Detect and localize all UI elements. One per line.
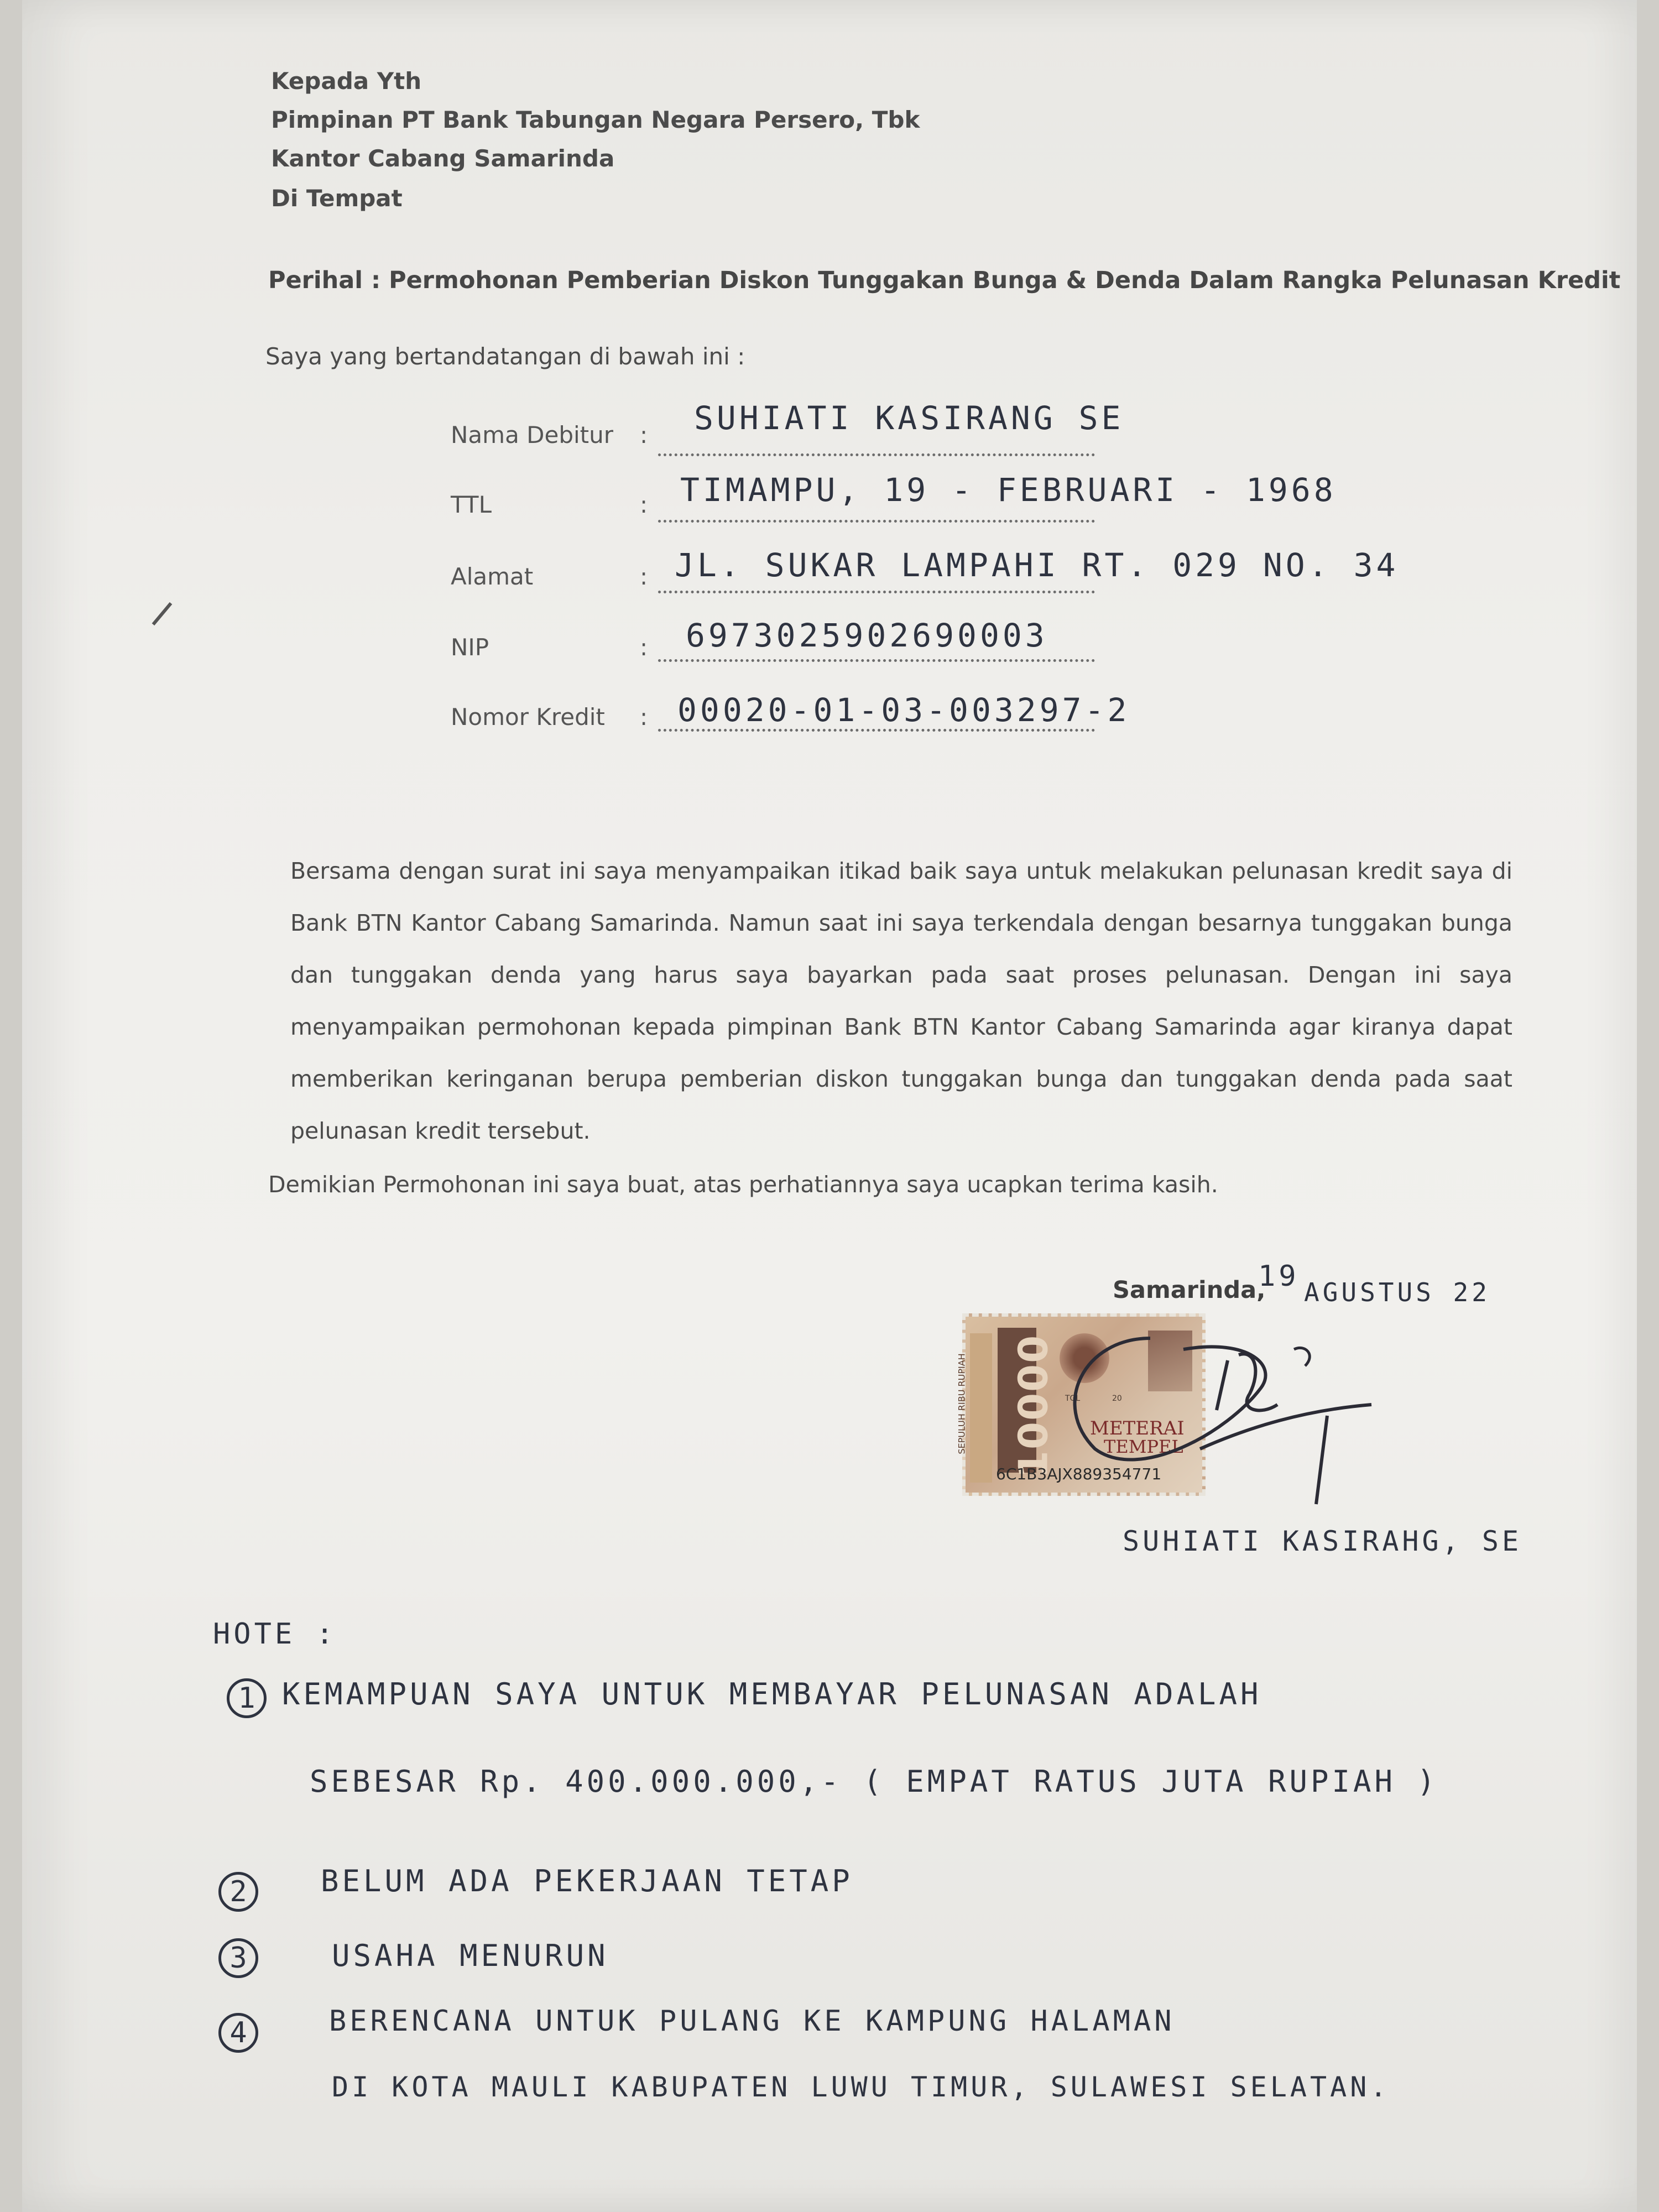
stamp-side-text: SEPULUH RIBU RUPIAH	[956, 1353, 967, 1454]
date-day: 19	[1258, 1260, 1300, 1293]
closing-line: Demikian Permohonan ini saya buat, atas perhatiannya saya ucapkan terima kasih.	[268, 1171, 1218, 1198]
subject-line: Perihal : Permohonan Pemberian Diskon Tunggakan Bunga & Denda Dalam Rangka Pelunasan Kredit	[268, 267, 1621, 294]
field-dotted-line	[658, 659, 1095, 662]
note-number-1: 1	[227, 1678, 267, 1718]
recipient-line-1: Kepada Yth	[271, 67, 422, 95]
field-dotted-line	[658, 729, 1095, 732]
note-line: DI KOTA MAULI KABUPATEN LUWU TIMUR, SULAWESI SELATAN.	[332, 2071, 1390, 2103]
intro-line: Saya yang bertandatangan di bawah ini :	[265, 343, 745, 370]
field-dotted-line	[658, 453, 1095, 456]
note-number-3: 3	[218, 1938, 258, 1978]
stamp-tgl-label: TGL	[1065, 1394, 1081, 1403]
stamp-side-band	[970, 1333, 992, 1483]
date-month-year: AGUSTUS 22	[1304, 1277, 1490, 1307]
field-value-nomor-kredit: 00020-01-03-003297-2	[677, 691, 1130, 729]
field-value-nip: 6973025902690003	[686, 617, 1048, 654]
field-dotted-line	[658, 591, 1095, 593]
note-line: USAHA MENURUN	[332, 1938, 609, 1973]
field-colon: :	[640, 491, 648, 518]
note-number-2: 2	[218, 1872, 258, 1912]
note-number-4: 4	[218, 2013, 258, 2053]
note-line: KEMAMPUAN SAYA UNTUK MEMBAYAR PELUNASAN ADALAH	[282, 1677, 1262, 1712]
letter-paper	[22, 0, 1637, 2212]
place-text: Samarinda,	[1113, 1276, 1266, 1304]
field-colon: :	[640, 703, 648, 731]
field-colon: :	[640, 563, 648, 590]
recipient-line-2: Pimpinan PT Bank Tabungan Negara Persero, Tbk	[271, 106, 920, 133]
field-label-nomor-kredit: Nomor Kredit	[451, 703, 605, 731]
field-value-ttl: TIMAMPU, 19 - FEBRUARI - 1968	[680, 471, 1337, 509]
stamp-title-2: TEMPEL	[1104, 1436, 1183, 1457]
handwritten-signature	[1018, 1316, 1405, 1537]
note-line: BELUM ADA PEKERJAAN TETAP	[321, 1864, 853, 1898]
field-value-nama: SUHIATI KASIRANG SE	[694, 399, 1124, 437]
field-label-nama: Nama Debitur	[451, 421, 614, 448]
field-label-nip: NIP	[451, 634, 489, 661]
field-dotted-line	[658, 520, 1095, 523]
note-line: SEBESAR Rp. 400.000.000,- ( EMPAT RATUS JUTA RUPIAH )	[310, 1764, 1439, 1799]
stamp-title-1: METERAI	[1090, 1417, 1185, 1439]
pen-mark	[152, 602, 173, 625]
body-paragraph: Bersama dengan surat ini saya menyampaikan itikad baik saya untuk melakukan pelunasan kredit saya di Bank BTN Kantor Cabang Samarinda. Namun saat ini saya terkendala dengan besarnya tunggakan bunga dan tunggakan denda yang harus saya bayarkan pada saat proses pelunasan. Dengan ini saya menyampaikan permohonan kepada pimpinan Bank BTN Kantor Cabang Samarinda agar kiranya dapat memberikan keringanan berupa pemberian diskon tunggakan bunga dan tunggakan denda pada saat pelunasan kredit tersebut.	[290, 858, 1512, 1144]
signer-name: SUHIATI KASIRAHG, SE	[1123, 1525, 1522, 1557]
field-colon: :	[640, 421, 648, 448]
notes-heading: HOTE :	[213, 1618, 337, 1651]
stamp-serial: 6C1B3AJX889354771	[996, 1465, 1162, 1483]
stamp-amount: 10000	[1010, 1334, 1057, 1479]
field-colon: :	[640, 634, 648, 661]
recipient-line-3: Kantor Cabang Samarinda	[271, 145, 615, 172]
recipient-line-4: Di Tempat	[271, 185, 403, 212]
field-value-alamat: JL. SUKAR LAMPAHI RT. 029 NO. 34	[675, 546, 1399, 584]
stamp-tgl-number: 20	[1112, 1394, 1122, 1403]
note-line: BERENCANA UNTUK PULANG KE KAMPUNG HALAMAN	[329, 2005, 1175, 2038]
field-label-ttl: TTL	[451, 491, 492, 518]
field-label-alamat: Alamat	[451, 563, 534, 590]
